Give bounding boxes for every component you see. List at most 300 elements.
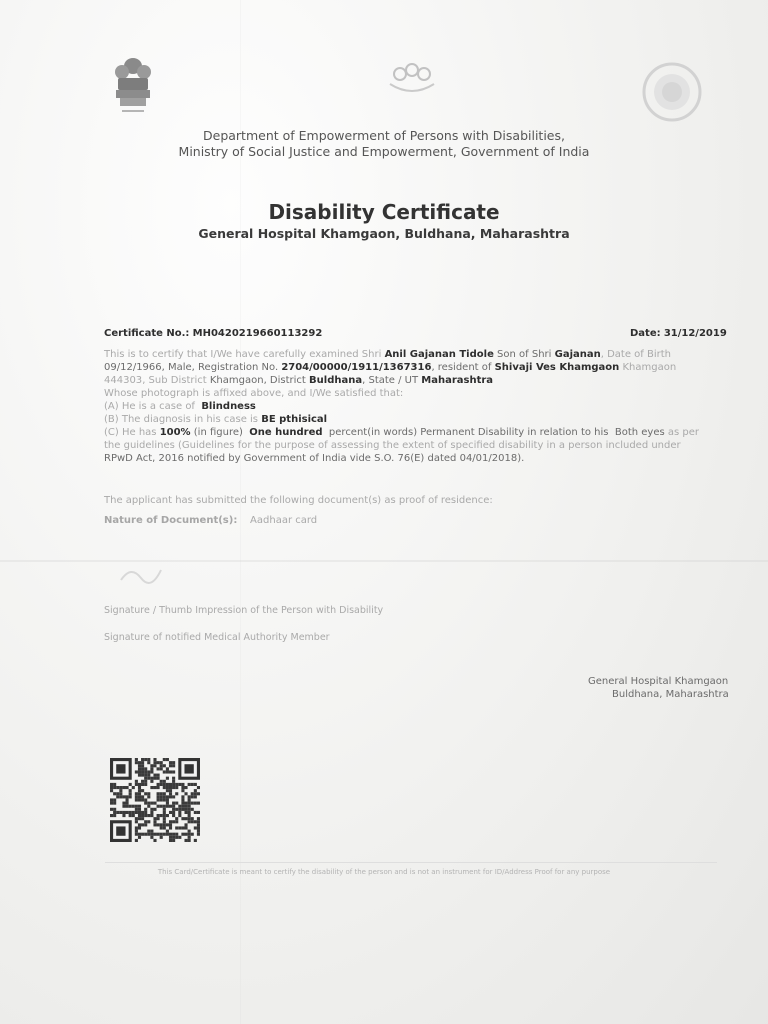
qr-module (166, 783, 169, 786)
qr-module (184, 826, 187, 829)
qr-module (119, 786, 122, 789)
qr-module (110, 798, 113, 801)
qr-module (153, 808, 156, 811)
qr-module (157, 805, 160, 808)
body-line-7 (104, 452, 524, 466)
qr-module (160, 836, 163, 839)
qr-module (122, 795, 125, 798)
qr-module (163, 786, 166, 789)
qr-module (110, 814, 113, 817)
qr-module (163, 764, 166, 767)
qr-module (138, 811, 141, 814)
qr-module (188, 839, 191, 842)
qr-module (163, 758, 166, 761)
qr-module (129, 789, 132, 792)
qr-module (141, 833, 144, 836)
footer-note: This Card/Certificate is meant to certify the disability of the person and is not an instrument for ID/Address Proof for any purpose (157, 868, 611, 876)
body-text: This is to certify that I/We have carefully examined Shri (104, 349, 382, 360)
body-text: , resident of (431, 362, 492, 373)
qr-module (197, 826, 200, 829)
qr-module (175, 802, 178, 805)
qr-module (188, 808, 191, 811)
qr-module (166, 795, 169, 798)
qr-module (169, 811, 172, 814)
qr-module (163, 817, 166, 820)
qr-module (135, 805, 138, 808)
qr-module (147, 777, 150, 780)
qr-module (138, 770, 141, 773)
qr-module (116, 795, 119, 798)
qr-module (166, 833, 169, 836)
qr-module (138, 767, 141, 770)
qr-module (184, 817, 187, 820)
body-text: RPwD Act, 2016 notified by Government of India vide S.O. 76(E) dated 04/01/2018). (104, 453, 525, 464)
qr-module (138, 798, 141, 801)
qr-module (191, 802, 194, 805)
department-line: Department of Empowerment of Persons with Disabilities, (203, 128, 565, 143)
qr-module (141, 764, 144, 767)
qr-module (194, 826, 197, 829)
qr-module (150, 802, 153, 805)
qr-module (147, 830, 150, 833)
qr-module (144, 774, 147, 777)
qr-module (157, 814, 160, 817)
documents-value: Aadhaar card (250, 515, 318, 526)
qr-module (147, 814, 150, 817)
qr-module (163, 770, 166, 773)
qr-module (110, 783, 113, 786)
qr-finder (184, 764, 193, 773)
body-line-3 (104, 374, 493, 388)
qr-module (169, 786, 172, 789)
item-a (104, 400, 256, 414)
qr-module (135, 817, 138, 820)
qr-module (129, 811, 132, 814)
qr-module (166, 802, 169, 805)
qr-module (175, 833, 178, 836)
qr-module (153, 823, 156, 826)
qr-module (144, 820, 147, 823)
qr-module (169, 823, 172, 826)
qr-module (172, 795, 175, 798)
qr-module (188, 833, 191, 836)
qr-module (160, 823, 163, 826)
qr-module (126, 802, 129, 805)
signature-person (104, 604, 383, 618)
qr-module (138, 808, 141, 811)
qr-module (135, 761, 138, 764)
qr-module (113, 792, 116, 795)
qr-module (172, 805, 175, 808)
qr-module (138, 786, 141, 789)
qr-module (184, 808, 187, 811)
qr-module (169, 836, 172, 839)
qr-module (150, 777, 153, 780)
qr-module (135, 792, 138, 795)
qr-module (126, 805, 129, 808)
qr-module (160, 761, 163, 764)
qr-module (116, 792, 119, 795)
qr-module (169, 839, 172, 842)
body-text: , Male, Registration No. (161, 362, 279, 373)
qr-module (160, 833, 163, 836)
signature-authority-label: Signature of notified Medical Authority Member (104, 632, 330, 643)
body-text: Son of Shri (497, 349, 552, 360)
qr-module (150, 833, 153, 836)
qr-module (160, 780, 163, 783)
qr-module (172, 836, 175, 839)
qr-module (157, 792, 160, 795)
qr-module (144, 758, 147, 761)
qr-module (175, 820, 178, 823)
qr-module (178, 836, 181, 839)
qr-module (197, 833, 200, 836)
qr-module (181, 802, 184, 805)
qr-module (169, 764, 172, 767)
qr-module (188, 783, 191, 786)
qr-module (197, 820, 200, 823)
qr-module (166, 805, 169, 808)
qr-module (188, 836, 191, 839)
qr-module (163, 792, 166, 795)
body-line-4 (104, 387, 403, 401)
qr-module (141, 767, 144, 770)
certificate-number-row (104, 327, 322, 341)
qr-module (163, 798, 166, 801)
qr-module (166, 789, 169, 792)
body-text: (in figure) (193, 427, 243, 438)
qr-module (181, 783, 184, 786)
qr-module (141, 761, 144, 764)
qr-module (147, 774, 150, 777)
qr-module (144, 798, 147, 801)
qr-module (163, 811, 166, 814)
qr-module (157, 833, 160, 836)
disability-percent-words: One hundred (249, 427, 323, 438)
qr-module (181, 808, 184, 811)
qr-module (150, 786, 153, 789)
pincode: 444303 (104, 375, 143, 386)
qr-module (141, 774, 144, 777)
qr-module (175, 826, 178, 829)
qr-module (169, 770, 172, 773)
qr-module (147, 758, 150, 761)
qr-module (175, 783, 178, 786)
qr-module (191, 783, 194, 786)
qr-module (141, 780, 144, 783)
qr-module (188, 795, 191, 798)
qr-module (113, 786, 116, 789)
item-b (104, 413, 327, 427)
qr-module (197, 830, 200, 833)
qr-module (150, 780, 153, 783)
issuer-line-2 (612, 688, 729, 702)
body-text: , Date of Birth (600, 349, 671, 360)
qr-module (181, 789, 184, 792)
qr-module (147, 820, 150, 823)
qr-module (110, 786, 113, 789)
issuer-line-1 (588, 675, 728, 689)
signature-person-label: Signature / Thumb Impression of the Person with Disability (104, 605, 384, 616)
qr-module (157, 786, 160, 789)
body-text: , Sub District (142, 375, 207, 386)
qr-module (172, 808, 175, 811)
qr-module (194, 820, 197, 823)
qr-module (132, 786, 135, 789)
qr-module (144, 792, 147, 795)
registration-number: 2704/00000/1911/1367316 (281, 362, 432, 373)
qr-module (181, 833, 184, 836)
qr-module (138, 826, 141, 829)
qr-module (119, 795, 122, 798)
qr-module (150, 814, 153, 817)
qr-module (166, 814, 169, 817)
qr-module (144, 814, 147, 817)
body-text: as per (667, 427, 700, 438)
qr-module (169, 761, 172, 764)
qr-module (166, 830, 169, 833)
disability-percent: 100% (159, 427, 191, 438)
qr-module (160, 783, 163, 786)
qr-module (113, 798, 116, 801)
qr-module (135, 795, 138, 798)
certificate-no-value: MH0420219660113292 (192, 328, 323, 339)
qr-module (113, 783, 116, 786)
qr-module (126, 786, 129, 789)
qr-module (150, 830, 153, 833)
qr-module (184, 802, 187, 805)
qr-module (178, 805, 181, 808)
qr-module (138, 774, 141, 777)
qr-module (122, 811, 125, 814)
qr-module (150, 836, 153, 839)
qr-module (166, 777, 169, 780)
qr-module (110, 789, 113, 792)
qr-finder (116, 764, 125, 773)
documents-intro (104, 494, 493, 508)
qr-module (150, 767, 153, 770)
date-value: 31/12/2019 (663, 328, 727, 339)
qr-module (197, 817, 200, 820)
resident-address-2: Khamgaon (622, 362, 677, 373)
qr-module (147, 792, 150, 795)
qr-module (141, 795, 144, 798)
qr-module (181, 795, 184, 798)
documents-row (104, 514, 317, 528)
qr-module (138, 764, 141, 767)
qr-module (150, 764, 153, 767)
qr-module (188, 802, 191, 805)
qr-module (157, 783, 160, 786)
qr-module (144, 833, 147, 836)
qr-module (157, 761, 160, 764)
affected-part: Both eyes (614, 427, 665, 438)
qr-module (141, 798, 144, 801)
qr-module (132, 805, 135, 808)
body-text: , District (263, 375, 306, 386)
qr-module (172, 811, 175, 814)
qr-module (172, 770, 175, 773)
qr-module (138, 823, 141, 826)
qr-module (147, 833, 150, 836)
qr-module (191, 795, 194, 798)
qr-module (147, 802, 150, 805)
qr-module (153, 839, 156, 842)
qr-module (163, 783, 166, 786)
qr-module (194, 811, 197, 814)
qr-module (135, 839, 138, 842)
qr-module (163, 823, 166, 826)
qr-module (113, 811, 116, 814)
certificate-no-label: Certificate No.: (104, 328, 190, 339)
qr-module (129, 814, 132, 817)
qr-module (197, 823, 200, 826)
qr-module (135, 820, 138, 823)
qr-module (194, 795, 197, 798)
qr-module (188, 820, 191, 823)
qr-module (129, 795, 132, 798)
qr-module (163, 795, 166, 798)
qr-module (144, 777, 147, 780)
qr-module (135, 830, 138, 833)
qr-module (138, 783, 141, 786)
qr-module (129, 783, 132, 786)
qr-module (141, 823, 144, 826)
qr-module (157, 823, 160, 826)
qr-module (144, 780, 147, 783)
qr-module (150, 808, 153, 811)
qr-module (172, 764, 175, 767)
issuer-name: General Hospital Khamgaon (588, 676, 729, 687)
qr-code (110, 758, 200, 842)
body-text: , State / UT (362, 375, 419, 386)
qr-module (169, 795, 172, 798)
qr-module (157, 767, 160, 770)
item-c-label: (C) He has (104, 427, 157, 438)
body-line-2 (104, 361, 676, 375)
qr-module (132, 814, 135, 817)
qr-module (153, 758, 156, 761)
qr-module (119, 811, 122, 814)
qr-module (122, 805, 125, 808)
qr-module (153, 777, 156, 780)
qr-module (175, 808, 178, 811)
qr-module (153, 761, 156, 764)
qr-module (138, 805, 141, 808)
qr-module (188, 798, 191, 801)
qr-module (141, 814, 144, 817)
qr-module (163, 780, 166, 783)
qr-module (160, 795, 163, 798)
item-b-label: (B) The diagnosis in his case is (104, 414, 259, 425)
qr-module (153, 833, 156, 836)
qr-module (119, 792, 122, 795)
footer-divider (105, 862, 717, 863)
hospital-subtitle: General Hospital Khamgaon, Buldhana, Maharashtra (198, 226, 570, 241)
qr-module (172, 839, 175, 842)
disability-type: Blindness (201, 401, 256, 412)
qr-module (175, 836, 178, 839)
qr-module (184, 786, 187, 789)
qr-module (178, 814, 181, 817)
qr-module (153, 817, 156, 820)
qr-module (147, 770, 150, 773)
diagnosis: BE pthisical (261, 414, 328, 425)
signature-authority (104, 631, 330, 645)
qr-module (135, 826, 138, 829)
qr-module (141, 758, 144, 761)
qr-module (113, 814, 116, 817)
qr-module (160, 805, 163, 808)
qr-module (172, 777, 175, 780)
qr-module (144, 811, 147, 814)
qr-module (184, 839, 187, 842)
seal-icon (640, 60, 704, 124)
qr-module (135, 783, 138, 786)
qr-module (184, 792, 187, 795)
qr-module (175, 786, 178, 789)
qr-module (160, 826, 163, 829)
qr-module (135, 780, 138, 783)
qr-module (163, 805, 166, 808)
qr-module (169, 820, 172, 823)
department-logo-icon (380, 58, 444, 98)
qr-module (172, 814, 175, 817)
qr-module (188, 814, 191, 817)
district: Buldhana (309, 375, 363, 386)
qr-module (166, 767, 169, 770)
qr-module (181, 826, 184, 829)
qr-module (110, 802, 113, 805)
sub-district: Khamgaon (209, 375, 264, 386)
qr-module (169, 792, 172, 795)
qr-module (138, 817, 141, 820)
qr-module (129, 805, 132, 808)
qr-module (153, 802, 156, 805)
qr-module (197, 811, 200, 814)
qr-module (119, 789, 122, 792)
resident-address: Shivaji Ves Khamgaon (494, 362, 620, 373)
qr-module (172, 761, 175, 764)
qr-module (169, 789, 172, 792)
qr-module (160, 792, 163, 795)
qr-module (181, 805, 184, 808)
qr-module (166, 770, 169, 773)
page-title: Disability Certificate (268, 200, 500, 224)
qr-module (188, 817, 191, 820)
qr-module (160, 814, 163, 817)
qr-module (160, 767, 163, 770)
patient-name: Anil Gajanan Tidole (384, 349, 494, 360)
qr-module (157, 795, 160, 798)
date-of-birth: 09/12/1966 (104, 362, 162, 373)
qr-module (188, 830, 191, 833)
qr-module (157, 798, 160, 801)
qr-module (150, 811, 153, 814)
qr-module (126, 798, 129, 801)
qr-module (191, 817, 194, 820)
qr-module (110, 808, 113, 811)
qr-module (141, 811, 144, 814)
body-text: percent(in words) Permanent Disability in relation to his (328, 427, 609, 438)
state: Maharashtra (421, 375, 494, 386)
issuer-location: Buldhana, Maharashtra (612, 689, 729, 700)
qr-module (135, 770, 138, 773)
qr-module (172, 786, 175, 789)
body-text: the guidelines (Guidelines for the purpose of assessing the extent of specified disability in a person included under (104, 440, 681, 451)
qr-module (113, 808, 116, 811)
qr-module (153, 774, 156, 777)
